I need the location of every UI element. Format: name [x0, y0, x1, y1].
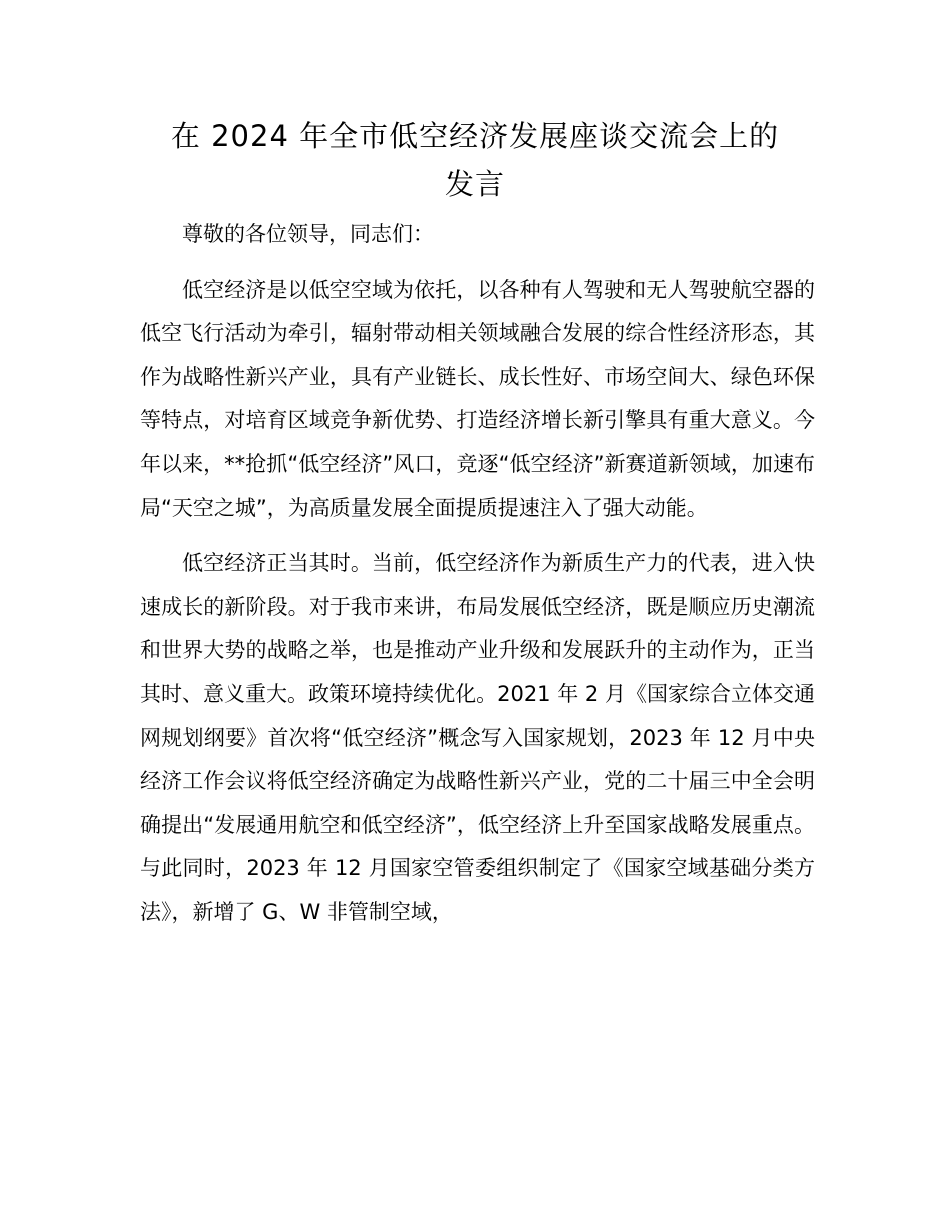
page-title [120, 112, 830, 208]
title-line-2: 发言 [444, 167, 505, 201]
paragraph-2: 低空经济正当其时。当前，低空经济作为新质生产力的代表，进入快速成长的新阶段。对于我市来讲，布局发展低空经济，既是顺应历史潮流和世界大势的战略之举，也是推动产业升级和发展跃升的主动作为，正当其时、意义重大。政策环境持续优化。2021 年 2 月《国家综合立体交通网规划纲要》首次将“低空经济”概念写入国家规划，2023 年 12 月中央经济工作会议将低空经济确定为战略性新兴产业，党的二十届三中全会明确提出“发展通用航空和低空经济”，低空经济上升至国家战略发展重点。与此同时，2023 年 12 月国家空管委组织制定了《国家空域基础分类方法》，新增了 G、W 非管制空域， [140, 551, 815, 924]
paragraph-1: 低空经济是以低空空域为依托，以各种有人驾驶和无人驾驶航空器的低空飞行活动为牵引，辐射带动相关领域融合发展的综合性经济形态，其作为战略性新兴产业，具有产业链长、成长性好、市场空间大、绿色环保等特点，对培育区域竞争新优势、打造经济增长新引擎具有重大意义。今年以来，**抢抓“低空经济”风口，竞逐“低空经济”新赛道新领域，加速布局“天空之城”，为高质量发展全面提质提速注入了强大动能。 [140, 277, 815, 520]
document-body [140, 213, 815, 935]
greeting: 尊敬的各位领导，同志们： [182, 222, 434, 246]
title-line-1: 在 2024 年全市低空经济发展座谈交流会上的 [170, 119, 780, 153]
